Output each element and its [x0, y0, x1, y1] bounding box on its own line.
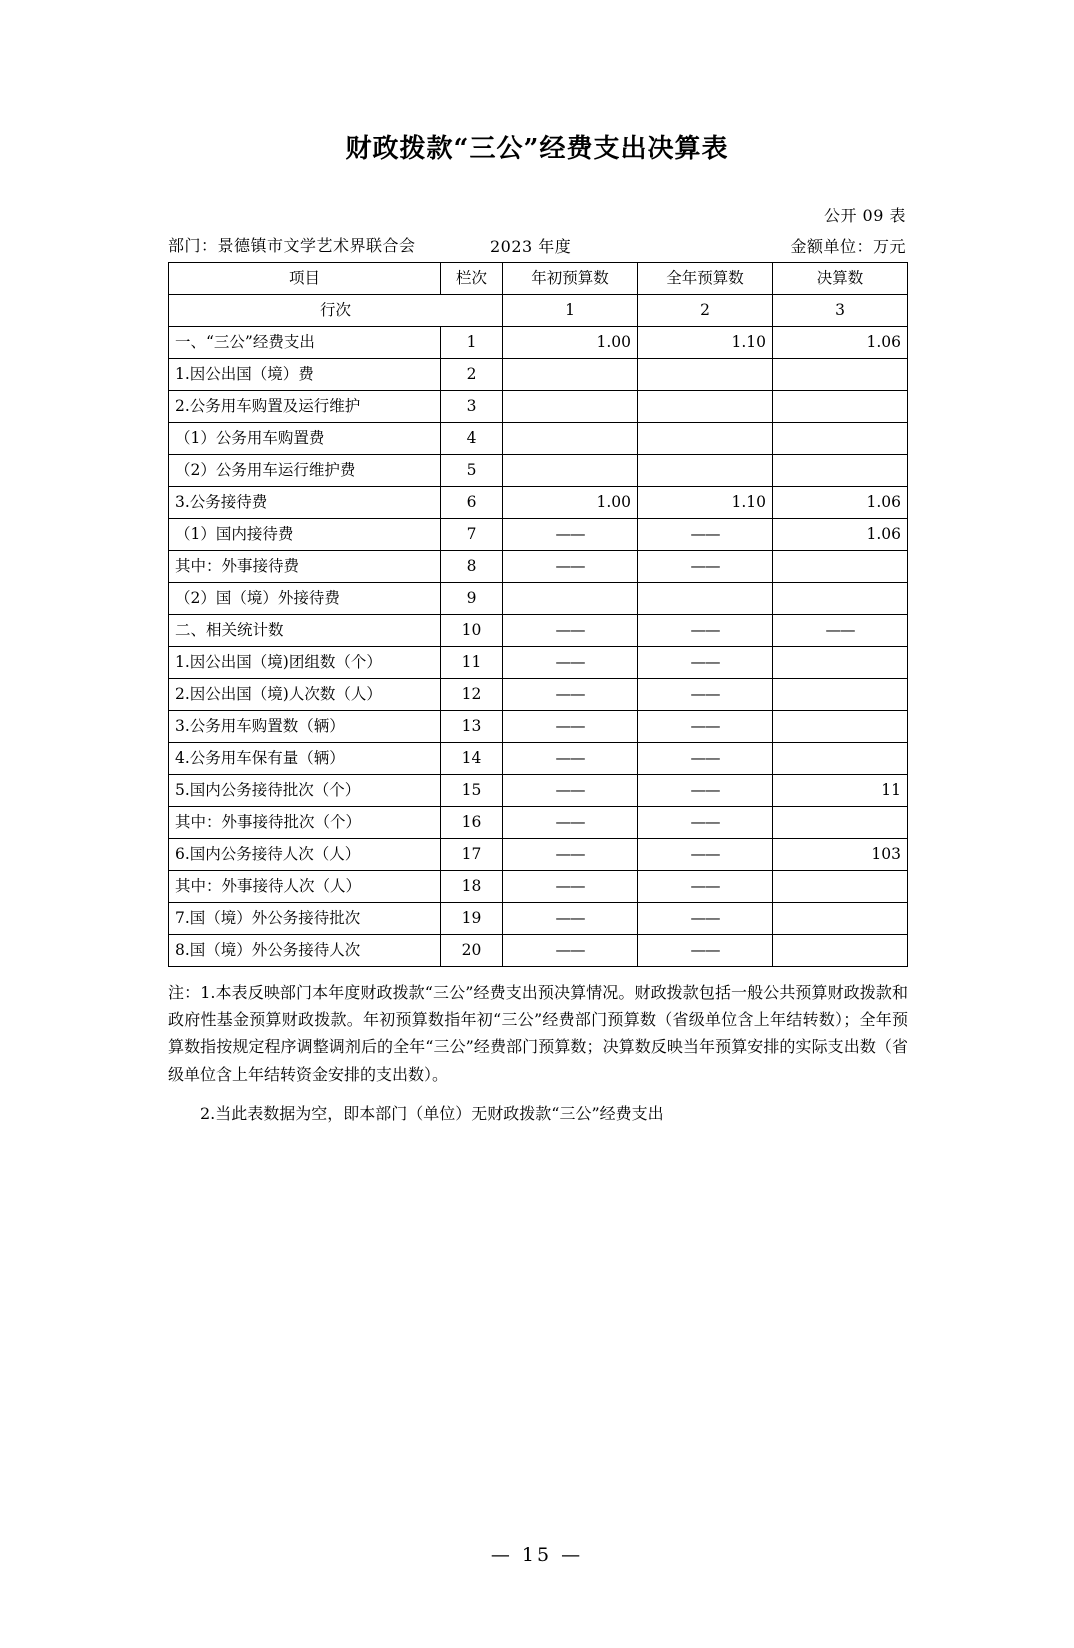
table-row: [169, 679, 908, 711]
row-value-v1: [503, 583, 638, 615]
row-line-number: 7: [441, 519, 503, 551]
line-header-col: 2: [638, 295, 773, 327]
meta-row: [168, 234, 906, 258]
row-value-v1: ——: [503, 743, 638, 775]
row-value-v1: ——: [503, 711, 638, 743]
note-2: 2.当此表数据为空，即本部门（单位）无财政拨款“三公”经费支出: [200, 1103, 664, 1123]
table-row: [169, 647, 908, 679]
row-value-v3: [773, 743, 908, 775]
row-value-v2: ——: [638, 871, 773, 903]
row-item-label: 其中：外事接待人次（人）: [169, 871, 441, 903]
table-row: [169, 615, 908, 647]
row-line-number: 4: [441, 423, 503, 455]
row-item-label: 3.公务用车购置数（辆）: [169, 711, 441, 743]
row-value-v2: ——: [638, 935, 773, 967]
line-header-label: 行次: [169, 295, 503, 327]
row-value-v3: [773, 583, 908, 615]
document-page: [0, 128, 1074, 1648]
row-value-v3: 1.06: [773, 327, 908, 359]
row-value-v2: [638, 359, 773, 391]
row-item-label: （1）国内接待费: [169, 519, 441, 551]
row-value-v2: [638, 423, 773, 455]
row-value-v2: [638, 391, 773, 423]
department-name: 部门：景德镇市文学艺术界联合会: [168, 236, 416, 255]
row-value-v2: ——: [638, 807, 773, 839]
row-value-v1: ——: [503, 647, 638, 679]
row-value-v1: ——: [503, 871, 638, 903]
page-title: 财政拨款“三公”经费支出决算表: [345, 134, 729, 164]
row-value-v2: ——: [638, 839, 773, 871]
row-value-v2: ——: [638, 679, 773, 711]
row-value-v2: ——: [638, 551, 773, 583]
row-line-number: 10: [441, 615, 503, 647]
table-row: [169, 839, 908, 871]
row-value-v1: [503, 455, 638, 487]
table-row: [169, 519, 908, 551]
table-linenumber-row: [169, 295, 908, 327]
row-line-number: 17: [441, 839, 503, 871]
row-item-label: 其中：外事接待费: [169, 551, 441, 583]
row-line-number: 11: [441, 647, 503, 679]
fiscal-year: 2023 年度: [490, 237, 572, 256]
row-value-v3: 11: [773, 775, 908, 807]
table-row: [169, 903, 908, 935]
row-line-number: 6: [441, 487, 503, 519]
row-value-v3: [773, 391, 908, 423]
row-line-number: 9: [441, 583, 503, 615]
row-value-v1: ——: [503, 775, 638, 807]
row-value-v2: [638, 455, 773, 487]
line-header-col: 3: [773, 295, 908, 327]
row-value-v3: [773, 359, 908, 391]
row-item-label: （2）国（境）外接待费: [169, 583, 441, 615]
row-item-label: 其中：外事接待批次（个）: [169, 807, 441, 839]
table-row: [169, 775, 908, 807]
row-line-number: 5: [441, 455, 503, 487]
row-line-number: 18: [441, 871, 503, 903]
row-value-v1: ——: [503, 519, 638, 551]
table-row: [169, 583, 908, 615]
row-value-v3: 1.06: [773, 519, 908, 551]
row-value-v3: ——: [773, 615, 908, 647]
row-value-v1: ——: [503, 615, 638, 647]
row-value-v2: ——: [638, 775, 773, 807]
page-number: — 15 —: [490, 1544, 584, 1566]
row-value-v3: 103: [773, 839, 908, 871]
column-header: 全年预算数: [638, 263, 773, 295]
row-value-v1: [503, 391, 638, 423]
table-notes: [168, 979, 908, 1127]
row-value-v3: [773, 903, 908, 935]
note-1: 注：1.本表反映部门本年度财政拨款“三公”经费支出预决算情况。财政拨款包括一般公共预算财政拨款和政府性基金预算财政拨款。年初预算数指年初“三公”经费部门预算数（省级单位含上年结转数）；全年预算数指按规定程序调整调剂后的全年“三公”经费部门预算数；决算数反映当年预算安排的实际支出数（省级单位含上年结转资金安排的支出数）。: [168, 983, 908, 1084]
row-value-v1: 1.00: [503, 327, 638, 359]
column-header: 项目: [169, 263, 441, 295]
row-value-v2: ——: [638, 711, 773, 743]
row-line-number: 1: [441, 327, 503, 359]
table-row: [169, 807, 908, 839]
table-row: [169, 359, 908, 391]
row-item-label: 5.国内公务接待批次（个）: [169, 775, 441, 807]
row-value-v1: 1.00: [503, 487, 638, 519]
row-line-number: 14: [441, 743, 503, 775]
row-value-v3: [773, 551, 908, 583]
row-value-v1: ——: [503, 807, 638, 839]
row-line-number: 15: [441, 775, 503, 807]
table-row: [169, 711, 908, 743]
form-code: 公开 09 表: [823, 206, 906, 225]
row-value-v3: [773, 455, 908, 487]
row-value-v1: ——: [503, 551, 638, 583]
row-item-label: （2）公务用车运行维护费: [169, 455, 441, 487]
table-row: [169, 551, 908, 583]
row-item-label: 2.因公出国（境)人次数（人）: [169, 679, 441, 711]
row-item-label: 二、相关统计数: [169, 615, 441, 647]
row-item-label: 2.公务用车购置及运行维护: [169, 391, 441, 423]
row-value-v3: [773, 871, 908, 903]
row-value-v1: [503, 359, 638, 391]
table-row: [169, 423, 908, 455]
table-row: [169, 391, 908, 423]
row-value-v3: 1.06: [773, 487, 908, 519]
row-line-number: 13: [441, 711, 503, 743]
column-header: 年初预算数: [503, 263, 638, 295]
row-value-v1: ——: [503, 679, 638, 711]
table-header-row: [169, 263, 908, 295]
row-line-number: 2: [441, 359, 503, 391]
row-value-v3: [773, 807, 908, 839]
row-item-label: 4.公务用车保有量（辆）: [169, 743, 441, 775]
table-row: [169, 935, 908, 967]
row-value-v3: [773, 711, 908, 743]
row-value-v2: 1.10: [638, 327, 773, 359]
row-value-v2: 1.10: [638, 487, 773, 519]
row-item-label: 一、“三公”经费支出: [169, 327, 441, 359]
row-value-v1: ——: [503, 903, 638, 935]
table-row: [169, 743, 908, 775]
row-value-v2: ——: [638, 743, 773, 775]
row-line-number: 8: [441, 551, 503, 583]
row-value-v3: [773, 935, 908, 967]
row-item-label: 7.国（境）外公务接待批次: [169, 903, 441, 935]
row-line-number: 19: [441, 903, 503, 935]
row-item-label: 1.因公出国（境）费: [169, 359, 441, 391]
table-row: [169, 487, 908, 519]
row-item-label: 3.公务接待费: [169, 487, 441, 519]
row-line-number: 16: [441, 807, 503, 839]
row-line-number: 12: [441, 679, 503, 711]
row-value-v2: ——: [638, 903, 773, 935]
row-item-label: 1.因公出国（境)团组数（个）: [169, 647, 441, 679]
row-item-label: （1）公务用车购置费: [169, 423, 441, 455]
row-value-v2: ——: [638, 519, 773, 551]
row-line-number: 20: [441, 935, 503, 967]
public-funds-table: [168, 262, 908, 967]
table-row: [169, 871, 908, 903]
table-row: [169, 455, 908, 487]
column-header: 决算数: [773, 263, 908, 295]
row-value-v1: [503, 423, 638, 455]
row-value-v2: ——: [638, 615, 773, 647]
row-value-v3: [773, 679, 908, 711]
row-value-v3: [773, 647, 908, 679]
amount-unit: 金额单位：万元: [790, 237, 906, 256]
line-header-col: 1: [503, 295, 638, 327]
row-item-label: 6.国内公务接待人次（人）: [169, 839, 441, 871]
row-value-v2: [638, 583, 773, 615]
column-header: 栏次: [441, 263, 503, 295]
row-value-v3: [773, 423, 908, 455]
row-item-label: 8.国（境）外公务接待人次: [169, 935, 441, 967]
row-value-v1: ——: [503, 935, 638, 967]
row-line-number: 3: [441, 391, 503, 423]
row-value-v1: ——: [503, 839, 638, 871]
table-row: [169, 327, 908, 359]
row-value-v2: ——: [638, 647, 773, 679]
